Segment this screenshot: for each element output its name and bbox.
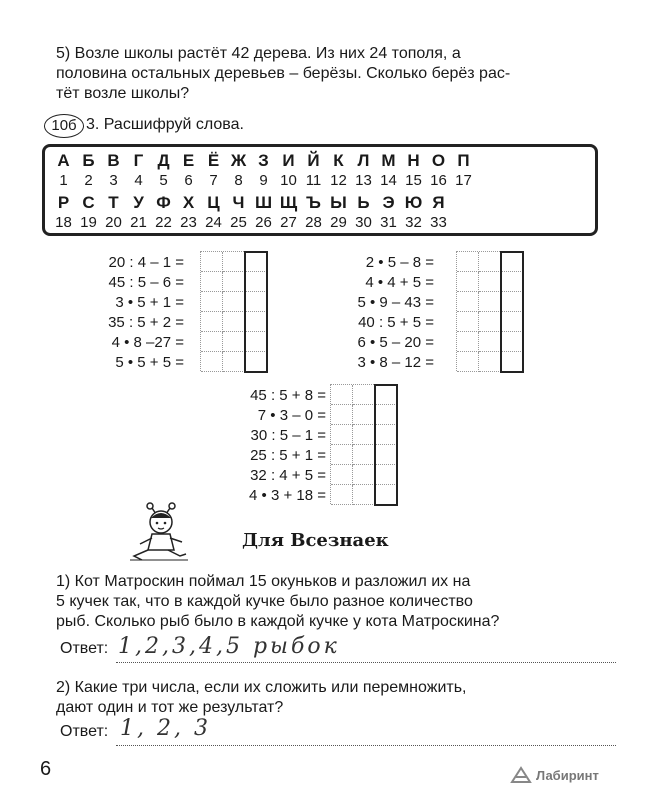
question-2 [56,678,616,718]
alphabet-number-6: 23 [180,214,197,231]
answer-cell[interactable] [331,465,353,485]
alphabet-letter-7: Ё [207,151,220,170]
answer-cell[interactable] [201,312,223,332]
alphabet-number-6: 6 [184,172,193,189]
alphabet-letter-11: Й [307,151,320,170]
alphabet-letter-5: Д [157,151,170,170]
answer-cell[interactable] [457,312,479,332]
alphabet-letter-6: Х [182,193,195,212]
alphabet-letter-13: Л [357,151,370,170]
equation-bottom-1: 45 : 5 + 8 = [250,387,326,404]
keyword-column [244,251,268,373]
alphabet-row-2-letters [51,193,589,213]
answer-cell[interactable] [353,465,375,485]
alphabet-letter-16: Я [432,193,445,212]
question-2-line-1: 2) Какие три числа, если их сложить или перемножить, [56,679,467,696]
answer-cell[interactable] [457,272,479,292]
equation-right-4: 40 : 5 + 5 = [358,314,434,331]
alphabet-number-10: 27 [280,214,297,231]
alphabet-number-5: 5 [159,172,168,189]
alphabet-letter-6: Е [182,151,195,170]
alphabet-letter-12: К [333,151,344,170]
alphabet-number-1: 18 [55,214,72,231]
question-1 [56,572,616,632]
answer-cell[interactable] [201,352,223,372]
alphabet-number-1: 1 [59,172,68,189]
alphabet-number-15: 15 [405,172,422,189]
alphabet-number-8: 8 [234,172,243,189]
equation-right-2: 4 • 4 + 5 = [365,274,434,291]
equation-left-4: 35 : 5 + 2 = [108,314,184,331]
alphabet-letter-4: У [133,193,144,212]
alphabet-number-8: 25 [230,214,247,231]
answer-cell[interactable] [201,272,223,292]
answer-cell[interactable] [331,385,353,405]
alphabet-table [42,144,598,236]
equation-bottom-3: 30 : 5 – 1 = [250,427,326,444]
answer-cell[interactable] [479,332,501,352]
answer-1-label: Ответ: [60,640,109,657]
answer-cell[interactable] [457,252,479,272]
answer-cell[interactable] [223,352,245,372]
alphabet-letter-15: Н [407,151,420,170]
equation-right-1: 2 • 5 – 8 = [365,254,434,271]
equation-right-6: 3 • 8 – 12 = [357,354,434,371]
alphabet-number-15: 32 [405,214,422,231]
answer-cell[interactable] [331,425,353,445]
alphabet-letter-2: Б [82,151,95,170]
alphabet-letter-5: Ф [156,193,171,212]
answer-cell[interactable] [479,352,501,372]
watermark-logo-icon [510,766,532,784]
equation-left-5: 4 • 8 –27 = [111,334,184,351]
equation-bottom-2: 7 • 3 – 0 = [257,407,326,424]
alphabet-letter-9: З [258,151,269,170]
answer-2-line [116,744,616,746]
equation-bottom-4: 25 : 5 + 1 = [250,447,326,464]
equation-right-5: 6 • 5 – 20 = [357,334,434,351]
watermark [510,766,599,784]
answer-cell[interactable] [331,405,353,425]
answer-cell[interactable] [331,445,353,465]
problem-5 [56,44,616,104]
alphabet-letter-3: Т [108,193,119,212]
problem-5-line-2: половина остальных деревьев – берёзы. Сколько берёз рас- [56,65,511,82]
alphabet-row-1-numbers [51,171,589,191]
answer-cell[interactable] [457,352,479,372]
problem-5-line-1: 5) Возле школы растёт 42 дерева. Из них 24 тополя, а [56,45,461,62]
alphabet-number-3: 3 [109,172,118,189]
alphabet-letter-8: Ж [230,151,247,170]
alphabet-number-5: 22 [155,214,172,231]
alphabet-letter-17: П [457,151,470,170]
alphabet-number-9: 26 [255,214,272,231]
answer-cell[interactable] [223,272,245,292]
girl-illustration [128,498,190,562]
watermark-text: Лабиринт [536,767,599,783]
alphabet-letter-11: Ъ [306,193,321,212]
problem-5-line-3: тёт возле школы? [56,85,190,102]
alphabet-number-14: 14 [380,172,397,189]
alphabet-letter-15: Ю [404,193,423,212]
alphabet-letter-1: А [57,151,70,170]
alphabet-letter-8: Ч [232,193,245,212]
alphabet-letter-7: Ц [207,193,220,212]
answer-2-handwriting[interactable]: 1, 2, 3 [120,716,211,741]
alphabet-letter-9: Ш [254,193,273,212]
equation-left-6: 5 • 5 + 5 = [115,354,184,371]
alphabet-letter-10: Щ [279,193,298,212]
answer-cell[interactable] [223,312,245,332]
alphabet-row-2-numbers [51,213,589,233]
question-2-line-2: дают один и тот же результат? [56,699,284,716]
question-1-line-3: рыб. Сколько рыб было в каждой кучке у кота Матроскина? [56,613,500,630]
alphabet-letter-13: Ь [357,193,370,212]
alphabet-letter-10: И [282,151,295,170]
answer-cell[interactable] [201,332,223,352]
question-1-line-1: 1) Кот Матроскин поймал 15 окуньков и разложил их на [56,573,471,590]
answer-cell[interactable] [479,312,501,332]
alphabet-number-16: 16 [430,172,447,189]
task-title: 3. Расшифруй слова. [86,116,244,133]
answer-cell[interactable] [353,405,375,425]
answer-cell[interactable] [353,385,375,405]
alphabet-letter-4: Г [133,151,144,170]
alphabet-letter-14: Э [382,193,395,212]
equation-left-2: 45 : 5 – 6 = [108,274,184,291]
equation-left-1: 20 : 4 – 1 = [108,254,184,271]
alphabet-number-2: 2 [84,172,93,189]
answer-cell[interactable] [457,292,479,312]
section-heading: Для Всезнаек [242,530,389,551]
task-number-badge: 10б [44,114,84,138]
alphabet-number-16: 33 [430,214,447,231]
alphabet-row-1-letters [51,151,589,171]
alphabet-number-11: 11 [305,172,322,189]
answer-grid-bottom[interactable] [330,384,396,504]
answer-cell[interactable] [479,292,501,312]
answer-grid-right[interactable] [456,251,522,371]
answer-cell[interactable] [457,332,479,352]
answer-cell[interactable] [223,332,245,352]
alphabet-letter-12: Ы [330,193,347,212]
alphabet-number-12: 29 [330,214,347,231]
alphabet-number-7: 7 [209,172,218,189]
alphabet-number-4: 4 [134,172,143,189]
alphabet-number-2: 19 [80,214,97,231]
alphabet-letter-14: М [381,151,396,170]
alphabet-number-3: 20 [105,214,122,231]
alphabet-number-7: 24 [205,214,222,231]
answer-2-label: Ответ: [60,723,109,740]
equation-bottom-5: 32 : 4 + 5 = [250,467,326,484]
answer-cell[interactable] [353,425,375,445]
equations-left [50,253,184,373]
answer-1-line [116,661,616,663]
answer-grid-left[interactable] [200,251,266,371]
alphabet-number-13: 13 [355,172,372,189]
alphabet-letter-1: Р [57,193,70,212]
alphabet-number-13: 30 [355,214,372,231]
answer-cell[interactable] [479,252,501,272]
alphabet-letter-3: В [107,151,120,170]
equations-bottom [180,386,326,506]
keyword-column [500,251,524,373]
alphabet-number-9: 9 [259,172,268,189]
equation-right-3: 5 • 9 – 43 = [357,294,434,311]
equation-left-3: 3 • 5 + 1 = [115,294,184,311]
answer-cell[interactable] [479,272,501,292]
answer-cell[interactable] [353,445,375,465]
answer-cell[interactable] [223,252,245,272]
alphabet-letter-16: О [431,151,446,170]
answer-cell[interactable] [223,292,245,312]
alphabet-letter-2: С [82,193,95,212]
answer-1-handwriting[interactable]: 1,2,3,4,5 рыбок [118,634,340,659]
alphabet-number-10: 10 [280,172,297,189]
keyword-column [374,384,398,506]
alphabet-number-14: 31 [380,214,397,231]
equations-right [300,253,434,373]
answer-cell[interactable] [331,485,353,505]
alphabet-number-4: 21 [130,214,147,231]
answer-cell[interactable] [353,485,375,505]
alphabet-number-17: 17 [455,172,472,189]
equation-bottom-6: 4 • 3 + 18 = [249,487,326,504]
alphabet-number-11: 28 [305,214,322,231]
answer-cell[interactable] [201,252,223,272]
question-1-line-2: 5 кучек так, что в каждой кучке было разное количество [56,593,473,610]
page-number: 6 [40,758,52,780]
answer-cell[interactable] [201,292,223,312]
alphabet-number-12: 12 [330,172,347,189]
